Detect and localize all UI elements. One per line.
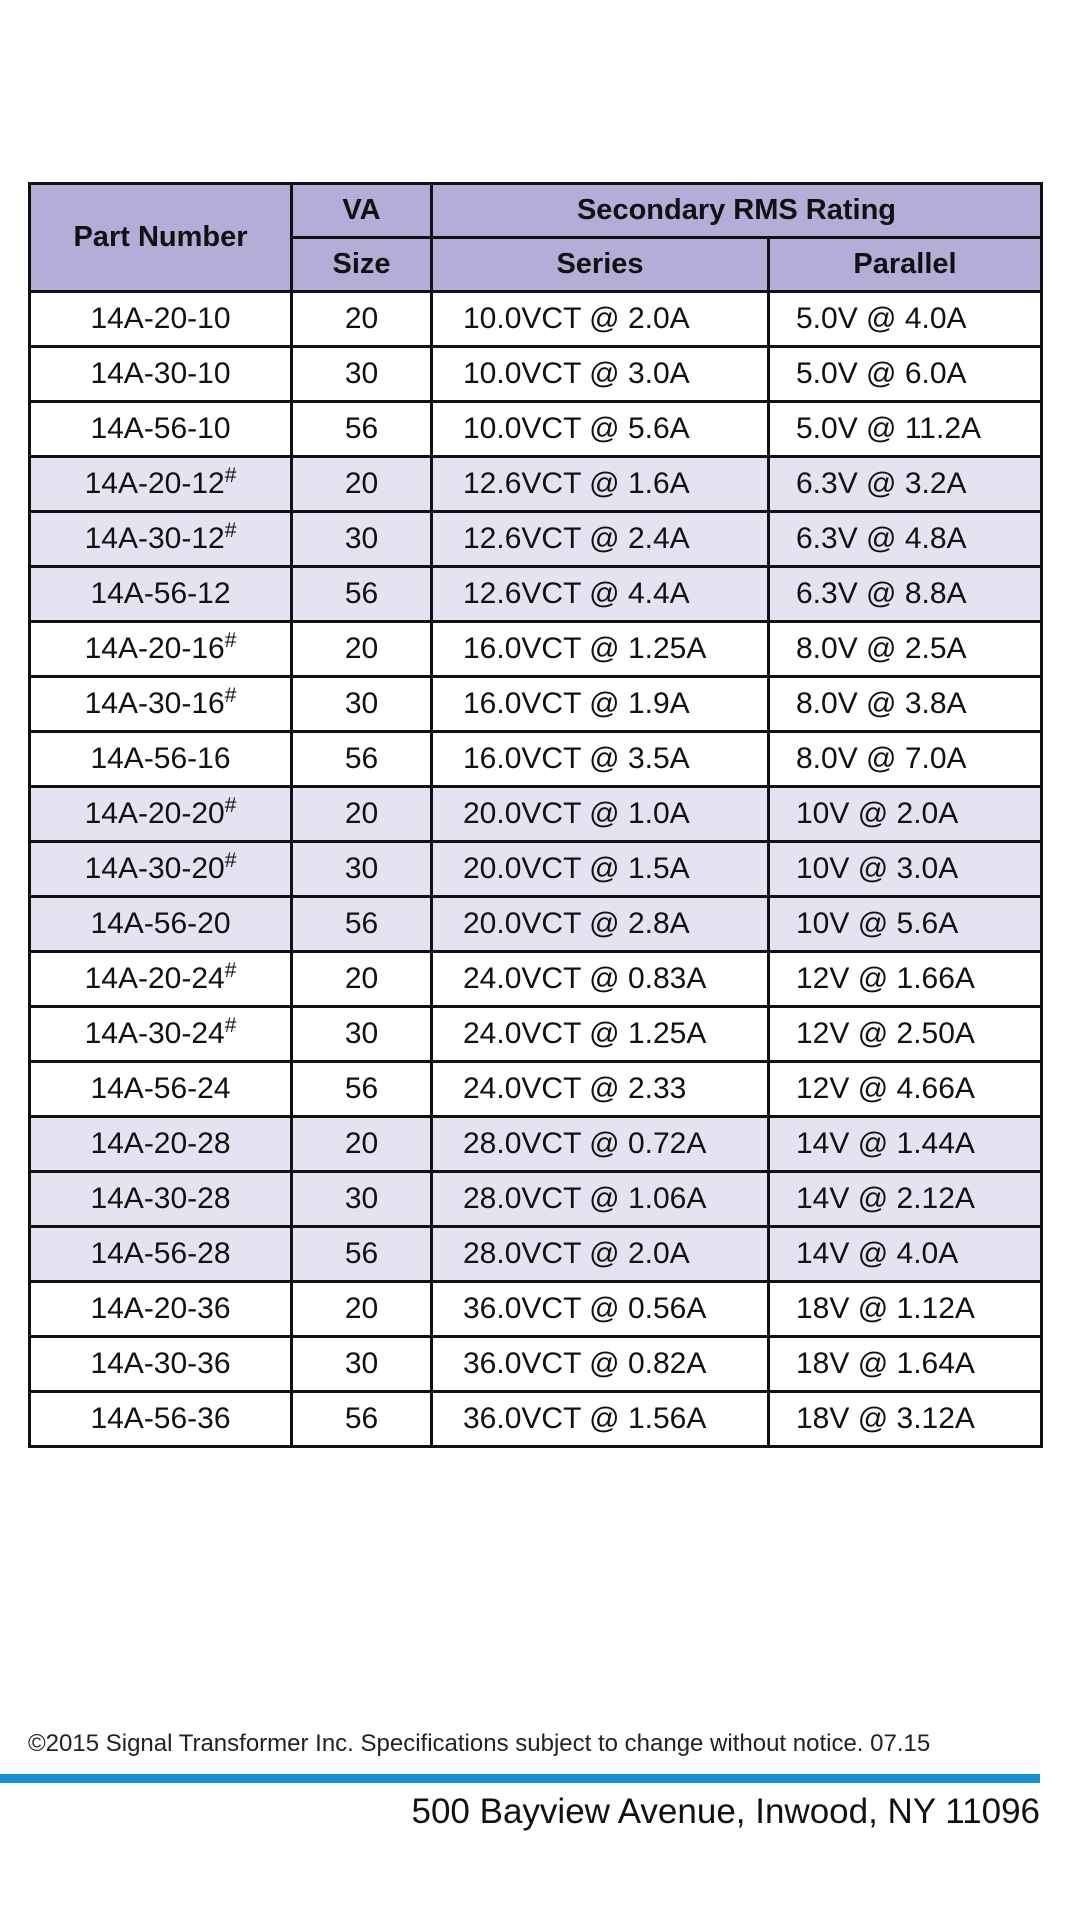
part-number-text: 14A-56-36 (90, 1402, 231, 1435)
header-parallel: Parallel (769, 238, 1042, 292)
cell-part-number (30, 952, 292, 1007)
cell-va-size: 30 (292, 347, 432, 402)
cell-part-number (30, 1392, 292, 1447)
part-number-text: 14A-20-36 (90, 1292, 231, 1325)
cell-part-number (30, 842, 292, 897)
table-row (30, 567, 1042, 622)
cell-part-number (30, 787, 292, 842)
part-number-text: 14A-30-12 (84, 522, 225, 555)
footnote-mark: # (224, 959, 237, 982)
cell-parallel-rating: 14V @ 4.0A (769, 1227, 1042, 1282)
cell-part-number (30, 567, 292, 622)
part-number-text: 14A-20-24 (84, 962, 225, 995)
cell-part-number (30, 512, 292, 567)
cell-va-size: 30 (292, 1007, 432, 1062)
cell-va-size: 20 (292, 787, 432, 842)
cell-parallel-rating: 6.3V @ 3.2A (769, 457, 1042, 512)
cell-va-size: 20 (292, 1282, 432, 1337)
cell-series-rating: 20.0VCT @ 2.8A (432, 897, 769, 952)
table-row (30, 897, 1042, 952)
cell-parallel-rating: 18V @ 3.12A (769, 1392, 1042, 1447)
cell-series-rating: 10.0VCT @ 3.0A (432, 347, 769, 402)
part-number-text: 14A-20-16 (84, 632, 225, 665)
cell-series-rating: 16.0VCT @ 3.5A (432, 732, 769, 787)
cell-va-size: 20 (292, 1117, 432, 1172)
header-size: Size (292, 238, 432, 292)
spec-table (28, 182, 1043, 1448)
part-number-text: 14A-30-16 (84, 687, 225, 720)
company-address: 500 Bayview Avenue, Inwood, NY 11096 (411, 1792, 1040, 1831)
cell-parallel-rating: 5.0V @ 11.2A (769, 402, 1042, 457)
cell-part-number (30, 1117, 292, 1172)
cell-part-number (30, 292, 292, 347)
part-number-text: 14A-56-28 (90, 1237, 231, 1270)
cell-parallel-rating: 12V @ 1.66A (769, 952, 1042, 1007)
table-row (30, 457, 1042, 512)
cell-parallel-rating: 8.0V @ 7.0A (769, 732, 1042, 787)
cell-va-size: 30 (292, 1337, 432, 1392)
cell-parallel-rating: 8.0V @ 2.5A (769, 622, 1042, 677)
cell-part-number (30, 1007, 292, 1062)
footnote-mark: # (224, 1014, 237, 1037)
cell-va-size: 20 (292, 292, 432, 347)
cell-series-rating: 16.0VCT @ 1.9A (432, 677, 769, 732)
cell-parallel-rating: 5.0V @ 4.0A (769, 292, 1042, 347)
table-header (30, 184, 1042, 292)
cell-va-size: 56 (292, 1227, 432, 1282)
cell-part-number (30, 347, 292, 402)
cell-parallel-rating: 10V @ 3.0A (769, 842, 1042, 897)
cell-part-number (30, 1172, 292, 1227)
cell-series-rating: 24.0VCT @ 1.25A (432, 1007, 769, 1062)
cell-series-rating: 12.6VCT @ 4.4A (432, 567, 769, 622)
cell-series-rating: 28.0VCT @ 0.72A (432, 1117, 769, 1172)
cell-parallel-rating: 14V @ 1.44A (769, 1117, 1042, 1172)
cell-va-size: 30 (292, 842, 432, 897)
header-secondary-rating: Secondary RMS Rating (432, 184, 1042, 238)
cell-parallel-rating: 12V @ 2.50A (769, 1007, 1042, 1062)
table-row (30, 1117, 1042, 1172)
cell-series-rating: 20.0VCT @ 1.0A (432, 787, 769, 842)
table-row (30, 622, 1042, 677)
table-row (30, 677, 1042, 732)
footnote-mark: # (224, 464, 237, 487)
cell-series-rating: 10.0VCT @ 5.6A (432, 402, 769, 457)
cell-va-size: 56 (292, 567, 432, 622)
table-body (30, 292, 1042, 1447)
cell-va-size: 56 (292, 897, 432, 952)
footnote-mark: # (224, 794, 237, 817)
cell-parallel-rating: 10V @ 5.6A (769, 897, 1042, 952)
cell-part-number (30, 897, 292, 952)
header-part-number: Part Number (30, 184, 292, 292)
table-row (30, 1062, 1042, 1117)
table-row (30, 1282, 1042, 1337)
cell-series-rating: 10.0VCT @ 2.0A (432, 292, 769, 347)
cell-series-rating: 28.0VCT @ 1.06A (432, 1172, 769, 1227)
cell-va-size: 20 (292, 457, 432, 512)
cell-part-number (30, 622, 292, 677)
cell-va-size: 30 (292, 677, 432, 732)
cell-va-size: 20 (292, 622, 432, 677)
table-row (30, 842, 1042, 897)
cell-series-rating: 24.0VCT @ 0.83A (432, 952, 769, 1007)
cell-parallel-rating: 14V @ 2.12A (769, 1172, 1042, 1227)
part-number-text: 14A-56-12 (90, 577, 231, 610)
table-row (30, 1392, 1042, 1447)
footnote-mark: # (224, 849, 237, 872)
cell-parallel-rating: 6.3V @ 4.8A (769, 512, 1042, 567)
footnote-mark: # (224, 519, 237, 542)
cell-part-number (30, 1062, 292, 1117)
cell-part-number (30, 1282, 292, 1337)
part-number-text: 14A-20-10 (90, 302, 231, 335)
part-number-text: 14A-20-12 (84, 467, 225, 500)
cell-va-size: 56 (292, 732, 432, 787)
table-row (30, 1337, 1042, 1392)
footer-divider (0, 1774, 1040, 1783)
header-va: VA (292, 184, 432, 238)
cell-series-rating: 36.0VCT @ 0.82A (432, 1337, 769, 1392)
cell-va-size: 56 (292, 1392, 432, 1447)
table-row (30, 402, 1042, 457)
header-series: Series (432, 238, 769, 292)
table-row (30, 952, 1042, 1007)
cell-va-size: 56 (292, 402, 432, 457)
table-row (30, 347, 1042, 402)
cell-va-size: 56 (292, 1062, 432, 1117)
part-number-text: 14A-56-24 (90, 1072, 231, 1105)
cell-parallel-rating: 18V @ 1.12A (769, 1282, 1042, 1337)
table-row (30, 1172, 1042, 1227)
cell-series-rating: 28.0VCT @ 2.0A (432, 1227, 769, 1282)
part-number-text: 14A-20-20 (84, 797, 225, 830)
cell-parallel-rating: 8.0V @ 3.8A (769, 677, 1042, 732)
cell-series-rating: 16.0VCT @ 1.25A (432, 622, 769, 677)
table-row (30, 1007, 1042, 1062)
cell-series-rating: 12.6VCT @ 1.6A (432, 457, 769, 512)
cell-part-number (30, 677, 292, 732)
part-number-text: 14A-30-24 (84, 1017, 225, 1050)
part-number-text: 14A-30-20 (84, 852, 225, 885)
table-row (30, 787, 1042, 842)
part-number-text: 14A-30-10 (90, 357, 231, 390)
part-number-text: 14A-56-10 (90, 412, 231, 445)
cell-series-rating: 36.0VCT @ 0.56A (432, 1282, 769, 1337)
part-number-text: 14A-56-16 (90, 742, 231, 775)
cell-parallel-rating: 18V @ 1.64A (769, 1337, 1042, 1392)
cell-parallel-rating: 12V @ 4.66A (769, 1062, 1042, 1117)
part-number-text: 14A-56-20 (90, 907, 231, 940)
cell-parallel-rating: 5.0V @ 6.0A (769, 347, 1042, 402)
cell-part-number (30, 1337, 292, 1392)
cell-va-size: 30 (292, 512, 432, 567)
part-number-text: 14A-20-28 (90, 1127, 231, 1160)
cell-series-rating: 12.6VCT @ 2.4A (432, 512, 769, 567)
footnote-mark: # (224, 684, 237, 707)
cell-part-number (30, 402, 292, 457)
cell-series-rating: 24.0VCT @ 2.33 (432, 1062, 769, 1117)
cell-parallel-rating: 10V @ 2.0A (769, 787, 1042, 842)
table-row (30, 732, 1042, 787)
cell-part-number (30, 457, 292, 512)
cell-part-number (30, 732, 292, 787)
cell-series-rating: 20.0VCT @ 1.5A (432, 842, 769, 897)
cell-series-rating: 36.0VCT @ 1.56A (432, 1392, 769, 1447)
part-number-text: 14A-30-36 (90, 1347, 231, 1380)
table-row (30, 1227, 1042, 1282)
cell-part-number (30, 1227, 292, 1282)
cell-va-size: 20 (292, 952, 432, 1007)
copyright-notice: ©2015 Signal Transformer Inc. Specifications subject to change without notice. 07.15 (28, 1730, 931, 1757)
table-row (30, 512, 1042, 567)
part-number-text: 14A-30-28 (90, 1182, 231, 1215)
cell-parallel-rating: 6.3V @ 8.8A (769, 567, 1042, 622)
table-row (30, 292, 1042, 347)
cell-va-size: 30 (292, 1172, 432, 1227)
footnote-mark: # (224, 629, 237, 652)
